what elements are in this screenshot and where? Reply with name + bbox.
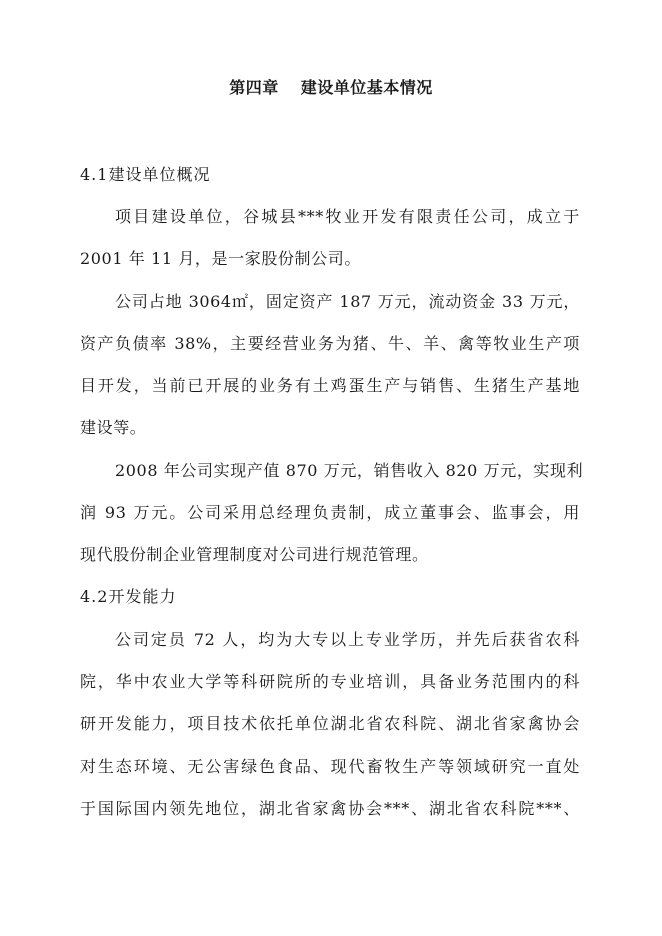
paragraph-line: 公司定员 72 人，均为大专以上专业学历，并先后获省农科 xyxy=(115,630,580,649)
paragraph-line: 润 93 万元。公司采用总经理负责制，成立董事会、监事会，用 xyxy=(80,503,580,522)
section-heading-4-1: 4.1建设单位概况 xyxy=(80,165,211,184)
section-heading-4-2: 4.2开发能力 xyxy=(80,587,177,606)
paragraph-line: 于国际国内领先地位，湖北省家禽协会***、湖北省农科院***、 xyxy=(80,799,580,818)
paragraph-line: 院，华中农业大学等科研院所的专业培训，具备业务范围内的科 xyxy=(80,672,580,691)
paragraph-line: 现代股份制企业管理制度对公司进行规范管理。 xyxy=(80,545,429,564)
chapter-title xyxy=(0,76,662,100)
paragraph-line: 目开发，当前已开展的业务有土鸡蛋生产与销售、生猪生产基地 xyxy=(80,376,580,395)
chapter-name: 建设单位基本情况 xyxy=(300,78,433,97)
chapter-number: 第四章 xyxy=(229,78,279,97)
paragraph-line: 项目建设单位，谷城县***牧业开发有限责任公司，成立于 xyxy=(115,207,580,226)
paragraph-line: 对生态环境、无公害绿色食品、现代畜牧生产等领域研究一直处 xyxy=(80,757,580,776)
paragraph-line: 公司占地 3064㎡，固定资产 187 万元，流动资金 33 万元， xyxy=(115,292,580,311)
paragraph-line: 2008 年公司实现产值 870 万元，销售收入 820 万元，实现利 xyxy=(115,461,584,480)
paragraph-line: 2001 年 11 月，是一家股份制公司。 xyxy=(80,249,361,268)
paragraph-line: 建设等。 xyxy=(80,418,147,437)
paragraph-line: 资产负债率 38%，主要经营业务为猪、牛、羊、禽等牧业生产项 xyxy=(80,334,580,353)
paragraph-line: 研开发能力，项目技术依托单位湖北省农科院、湖北省家禽协会 xyxy=(80,714,580,733)
